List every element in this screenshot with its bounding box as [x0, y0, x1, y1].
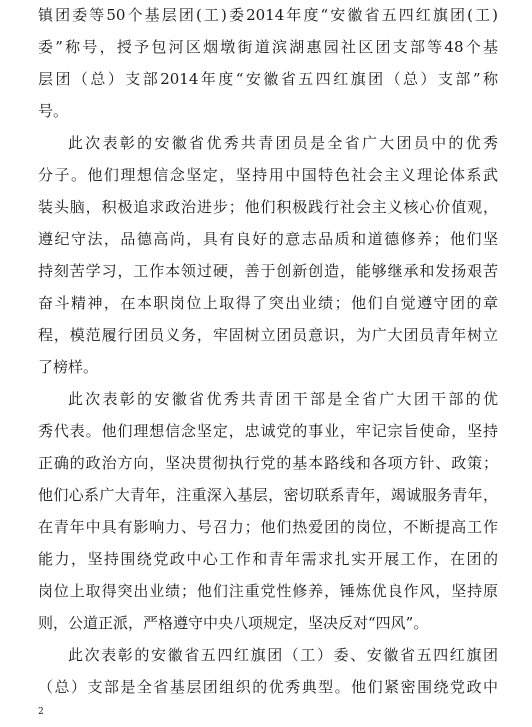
text-line-7: 装头脑，积极追求政治进步；他们积极践行社会主义核心价值观， [38, 198, 498, 216]
text-line-5: 此次表彰的安徽省优秀共青团员是全省广大团员中的优秀 [68, 134, 498, 152]
text-line-13: 此次表彰的安徽省优秀共青团干部是全省广大团干部的优 [68, 390, 498, 408]
text-line-2: 委”称号，授予包河区烟墩街道滨湖惠园社区团支部等48个基 [38, 38, 498, 56]
text-line-11: 程，模范履行团员义务，牢固树立团员意识，为广大团员青年树立 [38, 326, 498, 344]
text-line-12: 了榜样。 [38, 358, 99, 376]
text-line-3: 层团（总）支部2014年度“安徽省五四红旗团（总）支部”称 [38, 70, 498, 88]
text-line-14: 秀代表。他们理想信念坚定，忠诚党的事业，牢记宗旨使命，坚持 [38, 422, 498, 440]
text-line-21: 此次表彰的安徽省五四红旗团（工）委、安徽省五四红旗团 [68, 646, 498, 664]
text-line-10: 奋斗精神，在本职岗位上取得了突出业绩；他们自觉遵守团的章 [38, 294, 498, 312]
text-line-18: 能力，坚持围绕党政中心工作和青年需求扎实开展工作，在团的 [38, 550, 498, 568]
text-line-20: 则，公道正派，严格遵守中央八项规定，坚决反对“四风”。 [38, 614, 429, 632]
text-line-19: 岗位上取得突出业绩；他们注重党性修养，锤炼优良作风，坚持原 [38, 582, 498, 600]
text-line-9: 持刻苦学习，工作本领过硬，善于创新创造，能够继承和发扬艰苦 [38, 262, 498, 280]
text-line-15: 正确的政治方向，坚决贯彻执行党的基本路线和各项方针、政策； [38, 454, 498, 472]
text-line-22: （总）支部是全省基层团组织的优秀典型。他们紧密围绕党政中 [38, 678, 498, 696]
text-line-4: 号。 [38, 102, 69, 120]
text-line-1: 镇团委等50个基层团(工)委2014年度“安徽省五四红旗团(工) [38, 6, 498, 24]
text-line-16: 他们心系广大青年，注重深入基层，密切联系青年，竭诚服务青年， [38, 486, 498, 504]
text-line-8: 遵纪守法，品德高尚，具有良好的意志品质和道德修养；他们坚 [38, 230, 498, 248]
page-number: 2 [38, 707, 44, 717]
text-line-17: 在青年中具有影响力、号召力；他们热爱团的岗位，不断提高工作 [38, 518, 498, 536]
text-line-6: 分子。他们理想信念坚定，坚持用中国特色社会主义理论体系武 [38, 166, 498, 184]
